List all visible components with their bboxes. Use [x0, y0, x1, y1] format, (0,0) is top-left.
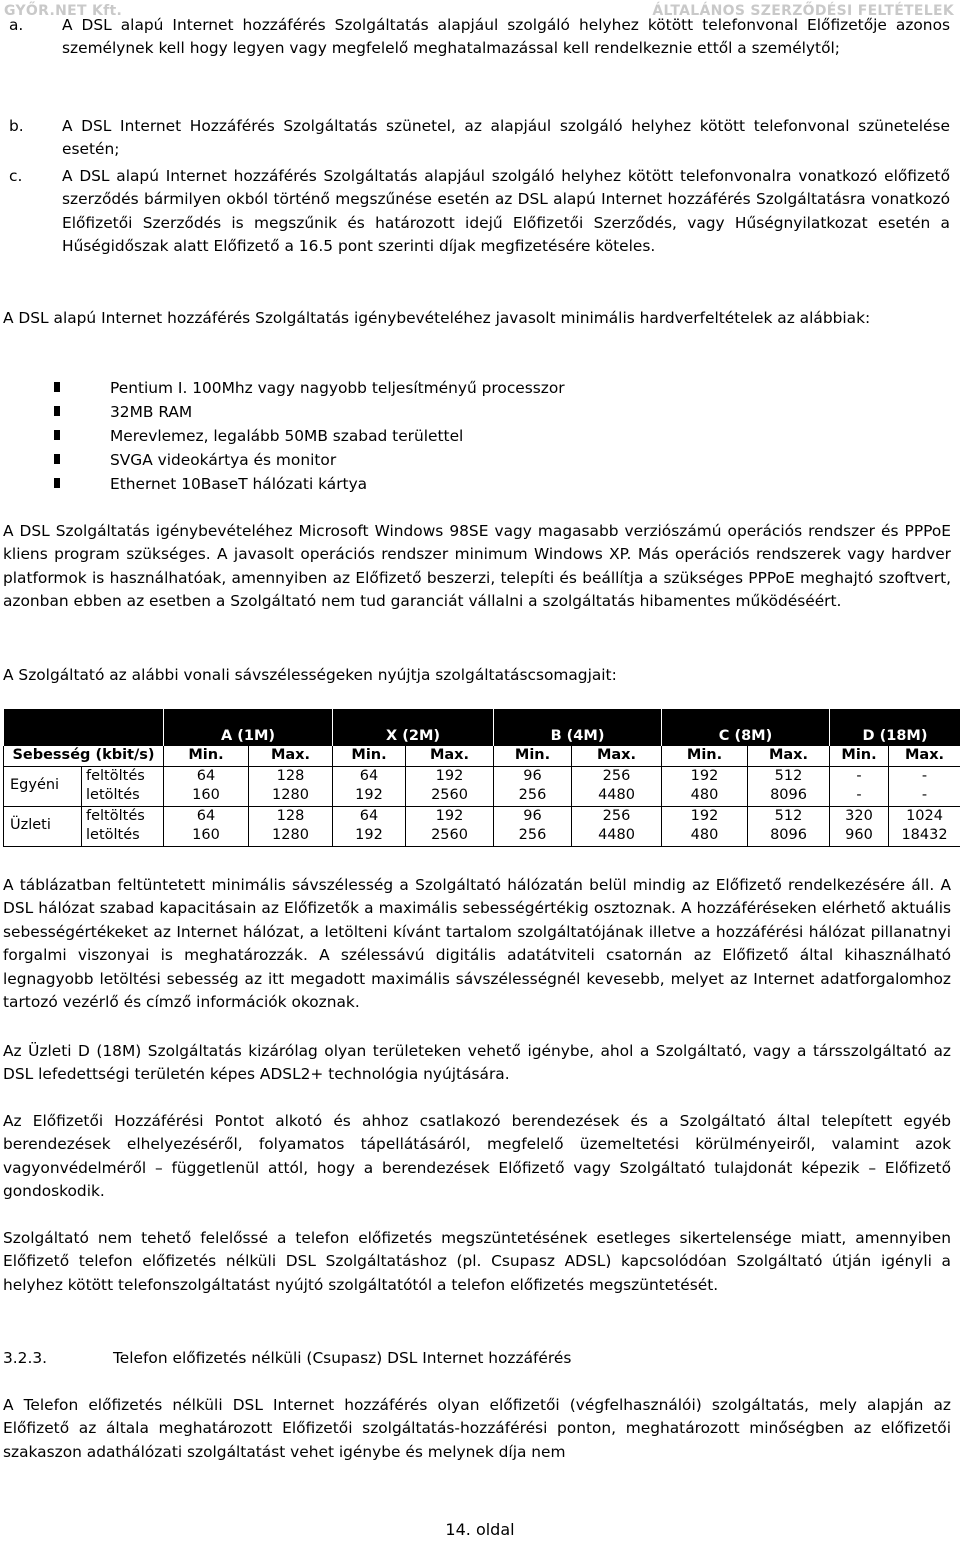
min-header: Min.	[662, 746, 748, 766]
table-cell: -	[889, 766, 960, 786]
table-cell: 160	[164, 826, 249, 846]
table-cell: 64	[164, 766, 249, 786]
table-cell: 2560	[406, 786, 494, 806]
table-cell: 128	[249, 766, 333, 786]
table-cell: -	[830, 786, 889, 806]
direction-label: letöltés	[82, 786, 164, 806]
direction-label: feltöltés	[82, 806, 164, 826]
table-cell: 128	[249, 806, 333, 826]
table-cell: -	[830, 766, 889, 786]
speed-row-header: Sebesség (kbit/s)	[4, 746, 164, 766]
table-cell: 256	[494, 826, 572, 846]
liability-paragraph: Szolgáltató nem tehető felelőssé a telefon előfizetés megszüntetésének esetleges sikertelensége miatt, amennyiben Előfizető telefon előfizetés nélküli DSL Szolgáltatáshoz (pl. Csupasz ADSL) kapcsolódóan Szolgáltató útján igényli a helyhez kötött telefonszolgáltatást nyújtó szolgáltatótól a telefon előfizetés megszüntetését.	[3, 1229, 951, 1294]
hardware-item: 32MB RAM	[110, 403, 193, 421]
table-cell: 18432	[889, 826, 960, 846]
bullet-icon	[54, 382, 60, 392]
list-marker: a.	[9, 16, 24, 34]
bullet-icon	[54, 430, 60, 440]
table-cell: 64	[164, 806, 249, 826]
min-header: Min.	[494, 746, 572, 766]
table-cell: 192	[662, 806, 748, 826]
table-cell: 192	[406, 806, 494, 826]
hardware-item: Ethernet 10BaseT hálózati kártya	[110, 475, 368, 493]
table-cell: 160	[164, 786, 249, 806]
list-item-a	[9, 14, 950, 61]
group-label: Üzleti	[4, 806, 82, 846]
max-header: Max.	[406, 746, 494, 766]
business-d-paragraph: Az Üzleti D (18M) Szolgáltatás kizárólag olyan területeken vehető igénybe, ahol a Szolgáltató, vagy a társszolgáltató az DSL lefedettségi területén képes ADSL2+ technológia nyújtására.	[3, 1042, 951, 1084]
direction-label: letöltés	[82, 826, 164, 846]
table-intro: A Szolgáltató az alábbi vonali sávszélességeken nyújtja szolgáltatáscsomagjait:	[3, 666, 617, 684]
table-cell: 192	[333, 786, 406, 806]
table-cell: 4480	[572, 826, 662, 846]
table-cell: 8096	[748, 786, 830, 806]
bullet-icon	[54, 406, 60, 416]
page-number: 14. oldal	[445, 1520, 515, 1539]
list-marker: b.	[9, 117, 24, 135]
list-item-text: A DSL Internet Hozzáférés Szolgáltatás szünetel, az alapjául szolgáló helyhez kötött telefonvonal szünetelése esetén;	[62, 117, 950, 159]
table-cell: 64	[333, 806, 406, 826]
hardware-item: Merevlemez, legalább 50MB szabad területtel	[110, 427, 464, 445]
section-number: 3.2.3.	[3, 1349, 48, 1367]
table-cell: 64	[333, 766, 406, 786]
min-header: Min.	[164, 746, 249, 766]
package-header: C (8M)	[662, 709, 830, 746]
access-point-paragraph: Az Előfizetői Hozzáférési Pontot alkotó és ahhoz csatlakozó berendezések és a Szolgáltató által telepített egyéb berendezések elhelyezéséről, folyamatos tápellátásáról, megfelelő üzemeltetési körülményeiről, valamint azok vagyonvédelméről – függetlenül attól, hogy a berendezések Előfizető vagy Szolgáltató tulajdonát képezik – Előfizető gondoskodik.	[3, 1112, 951, 1201]
min-header: Min.	[830, 746, 889, 766]
table-corner	[4, 709, 164, 746]
table-cell: 512	[748, 766, 830, 786]
group-label: Egyéni	[4, 766, 82, 806]
package-header: X (2M)	[333, 709, 494, 746]
table-row	[4, 826, 960, 846]
min-header: Min.	[333, 746, 406, 766]
table-cell: 2560	[406, 826, 494, 846]
table-cell: 480	[662, 786, 748, 806]
table-cell: 256	[572, 806, 662, 826]
list-item-b	[9, 115, 950, 162]
section-heading	[0, 1347, 960, 1371]
table-cell: 1280	[249, 786, 333, 806]
header-company: GYŐR.NET Kft.	[4, 3, 123, 19]
table-cell: 96	[494, 806, 572, 826]
list-item-text: A DSL alapú Internet hozzáférés Szolgáltatás alapjául szolgáló helyhez kötött telefonvonal Előfizetője azonos személynek kell hogy legyen vagy megfelelő meghatalmazással kell rendelkeznie ettől a személytől;	[62, 16, 950, 58]
max-header: Max.	[889, 746, 960, 766]
max-header: Max.	[249, 746, 333, 766]
package-header: B (4M)	[494, 709, 662, 746]
table-cell: 256	[494, 786, 572, 806]
table-cell: 512	[748, 806, 830, 826]
table-cell: 8096	[748, 826, 830, 846]
table-row	[4, 806, 960, 826]
table-cell: -	[889, 786, 960, 806]
package-header: D (18M)	[830, 709, 960, 746]
table-cell: 192	[662, 766, 748, 786]
table-cell: 4480	[572, 786, 662, 806]
section-title: Telefon előfizetés nélküli (Csupasz) DSL Internet hozzáférés	[113, 1349, 572, 1367]
table-row	[4, 786, 960, 806]
hardware-item: Pentium I. 100Mhz vagy nagyobb teljesítményű processzor	[110, 379, 565, 397]
bandwidth-table	[3, 709, 960, 847]
list-marker: c.	[9, 167, 23, 185]
hardware-intro: A DSL alapú Internet hozzáférés Szolgáltatás igénybevételéhez javasolt minimális hardverfeltételek az alábbiak:	[3, 309, 871, 327]
max-header: Max.	[748, 746, 830, 766]
table-cell: 320	[830, 806, 889, 826]
table-row	[4, 766, 960, 786]
table-cell: 480	[662, 826, 748, 846]
direction-label: feltöltés	[82, 766, 164, 786]
table-cell: 192	[406, 766, 494, 786]
bullet-icon	[54, 478, 60, 488]
table-cell: 960	[830, 826, 889, 846]
table-cell: 256	[572, 766, 662, 786]
list-item-text: A DSL alapú Internet hozzáférés Szolgáltatás alapjául szolgáló helyhez kötött telefonvonalra vonatkozó előfizető szerződés bármilyen okból történő megszűnése esetén az DSL alapú Internet hozzáférés Szolgáltatásra vonatkozó Előfizetői Szerződés is megszűnik és határozott idejű Előfizetői Szerződés, vagy Hűségnyilatkozat esetén a Hűségidőszak alatt Előfizető a 16.5 pont szerinti díjak megfizetésére köteles.	[62, 167, 950, 256]
table-cell: 1280	[249, 826, 333, 846]
bandwidth-paragraph: A táblázatban feltüntetett minimális sávszélesség a Szolgáltató hálózatán belül mindig az Előfizető rendelkezésére áll. A DSL hálózat szabad kapacitásain az Előfizetők a maximális sebességértékig osztoznak. A hozzáféréseken elérhető aktuális sebességértékeket az Internet hálózat, a letölteni kívánt tartalom szolgáltatójának illetve a hozzáférési hálózat pillanatnyi forgalmi viszonyai is meghatározzák. A szélessávú digitális adatátviteli csatornán az Előfizető által kihasználható legnagyobb letöltési sebesség az itt megadott maximális sávszélességnél kevesebb, melyet az Internet adatforgalomhoz tartozó vezérlő és címző információk okoznak.	[3, 876, 951, 1012]
bullet-icon	[54, 454, 60, 464]
table-cell: 1024	[889, 806, 960, 826]
section-paragraph: A Telefon előfizetés nélküli DSL Internet hozzáférés olyan előfizetői (végfelhasználói) szolgáltatás, mely alapján az Előfizető az általa meghatározott Előfizetői szolgáltatás-hozzáférési ponton, meghatározott minőségben az előfizetői szakaszon adathálózati szolgáltatást vehet igénybe és melynek díja nem	[3, 1396, 951, 1461]
table-cell: 192	[333, 826, 406, 846]
list-item-c	[9, 165, 950, 259]
os-requirements-paragraph: A DSL Szolgáltatás igénybevételéhez Microsoft Windows 98SE vagy magasabb verziószámú operációs rendszer és PPPoE kliens program szükséges. A javasolt operációs rendszer minimum Windows XP. Más operációs rendszerek vagy hardver platformok is használhatóak, amennyiben az Előfizető beszerzi, telepíti és beállítja a szükséges PPPoE meghajtó szoftvert, azonban ebben az esetben a Szolgáltató nem tud garanciát vállalni a szolgáltatás hibamentes működéséért.	[3, 522, 951, 611]
package-header: A (1M)	[164, 709, 333, 746]
header-document-title: ÁLTALÁNOS SZERZŐDÉSI FELTÉTELEK	[652, 3, 954, 19]
max-header: Max.	[572, 746, 662, 766]
hardware-item: SVGA videokártya és monitor	[110, 451, 337, 469]
table-cell: 96	[494, 766, 572, 786]
